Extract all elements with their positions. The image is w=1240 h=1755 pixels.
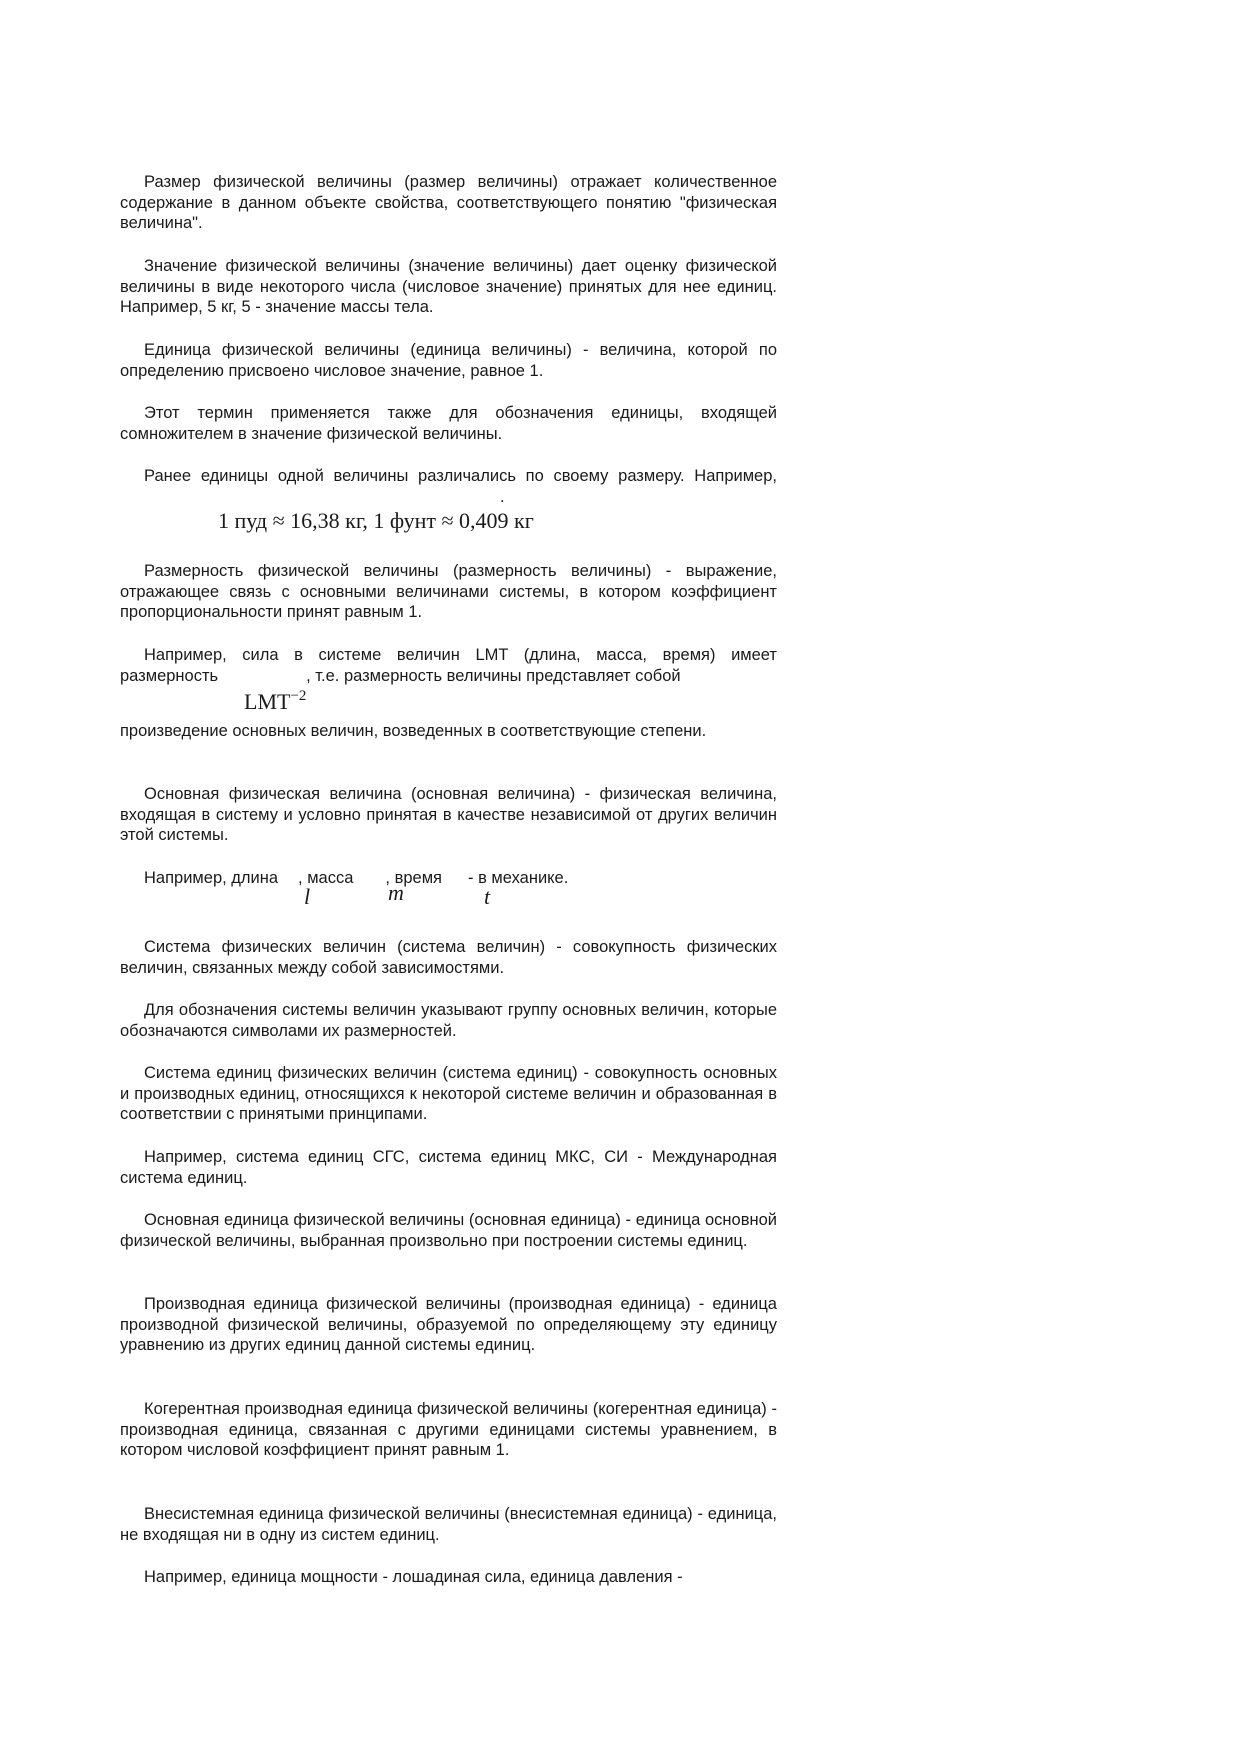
paragraph-power-unit-example: Например, единица мощности - лошадиная сила, единица давления - [144,1568,683,1586]
paragraph-system-of-units: Система единиц физических величин (система единиц) - совокупность основных и производных единиц, относящихся к некоторой системе величин и образованная в соответствии с принятыми принципами. [120,1064,777,1123]
paragraph-earlier-units-text: Ранее единицы одной величины различались по своему размеру. Например, [144,467,777,485]
paragraph-derived-unit: Производная единица физической величины (производная единица) - единица производной физической величины, образуемой по определяющему эту единицу уравнению из других единиц данной системы единиц. [120,1295,777,1354]
formula-lmt-base: LMT [244,689,291,714]
paragraph-system-notation: Для обозначения системы величин указывают группу основных величин, которые обозначаются символами их размерностей. [120,1001,777,1040]
variable-t: t [484,884,491,909]
paragraph-base-unit: Основная единица физической величины (основная единица) - единица основной физической величины, выбранная произвольно при построении системы единиц. [120,1211,777,1250]
mechanics-example-mass: , масса [298,869,354,887]
paragraph-units-example: Например, система единиц СГС, система единиц МКС, СИ - Международная система единиц. [120,1148,777,1187]
paragraph-force-dimension-cont: , т.е. размерность величины представляет собой [306,666,681,685]
paragraph-base-quantity: Основная физическая величина (основная величина) - физическая величина, входящая в систему и условно принятая в качестве независимой от других величин этой системы. [120,785,777,844]
paragraph-coherent-unit: Когерентная производная единица физической величины (когерентная единица) - производная единица, связанная с другими единицами системы уравнением, в котором числовой коэффициент принят равным 1. [120,1400,777,1459]
paragraph-size-definition: Размер физической величины (размер величины) отражает количественное содержание в данном объекте свойства, соответствующего понятию "физическая величина". [120,173,777,232]
paragraph-earlier-units [120,466,777,507]
paragraph-nonsystem-unit: Внесистемная единица физической величины (внесистемная единица) - единица, не входящая ни в одну из систем единиц. [120,1505,777,1544]
paragraph-value-definition: Значение физической величины (значение величины) дает оценку физической величины в виде некоторого числа (числовое значение) принятых для нее единиц. Например, 5 кг, 5 - значение массы тела. [120,257,777,316]
variable-l: l [304,884,311,909]
paragraph-unit-definition: Единица физической величины (единица величины) - величина, которой по определению присвоено числовое значение, равное 1. [120,341,777,380]
formula-lmt [244,688,306,715]
mechanics-example-length: Например, длина [144,869,279,887]
paragraph-force-dimension-text: Например, сила в системе величин LMT (длина, масса, время) имеет размерность [120,646,777,685]
formula-lmt-exponent: −2 [290,688,307,704]
paragraph-earlier-units-end: . [500,487,505,506]
paragraph-dimension-definition: Размерность физической величины (размерность величины) - выражение, отражающее связь с основными величинами системы, в котором коэффициент пропорциональности принят равным 1. [120,562,777,621]
mechanics-example-end: - в механике. [468,869,569,887]
mechanics-example-time: , время [385,869,442,887]
variable-m: m [388,880,404,905]
paragraph-mechanics-example [120,868,777,889]
paragraph-force-dimension-end: произведение основных величин, возведенных в соответствующие степени. [120,722,707,740]
formula-pud-funt: 1 пуд ≈ 16,38 кг, 1 фунт ≈ 0,409 кг [218,508,534,533]
paragraph-term-usage: Этот термин применяется также для обозначения единицы, входящей сомножителем в значение физической величины. [120,404,777,443]
paragraph-force-dimension [120,645,777,686]
paragraph-system-of-quantities: Система физических величин (система величин) - совокупность физических величин, связанных между собой зависимостями. [120,938,777,977]
